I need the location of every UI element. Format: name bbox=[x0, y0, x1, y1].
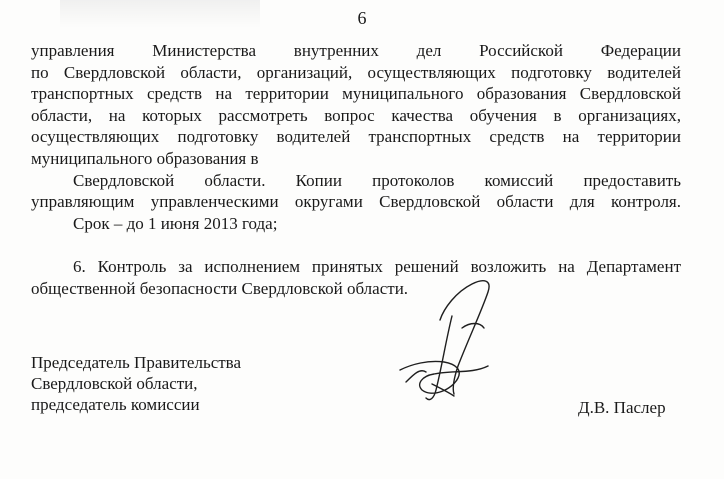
signer-title-line: Председатель Правительства bbox=[31, 353, 242, 372]
body-line: Свердловской области. Копии протоколов комиссий предоставить bbox=[73, 170, 681, 190]
signer-name: Д.В. Паслер bbox=[578, 398, 666, 417]
body-line: 6. Контроль за исполнением принятых решений возложить на Департамент bbox=[73, 257, 681, 277]
signer-title-line: Свердловской области, bbox=[31, 374, 198, 393]
body-line: общественной безопасности Свердловской области. bbox=[31, 278, 409, 298]
body-line: области, на которых рассмотреть вопрос качества обучения в организациях, bbox=[31, 105, 681, 125]
body-line: муниципального образования в bbox=[31, 148, 259, 168]
deadline-line: Срок – до 1 июня 2013 года; bbox=[73, 213, 278, 233]
handwritten-signature bbox=[392, 270, 522, 410]
signer-title-line: председатель комиссии bbox=[31, 395, 200, 414]
body-line: по Свердловской области, организаций, осуществляющих подготовку водителей bbox=[31, 62, 681, 82]
page-number: 6 bbox=[357, 8, 367, 28]
body-line: осуществляющих подготовку водителей транспортных средств на территории bbox=[31, 127, 681, 147]
body-line: управления Министерства внутренних дел Российской Федерации bbox=[31, 41, 681, 60]
signer-title bbox=[31, 352, 241, 415]
body-line: управляющим управленческими округами Свердловской области для контроля. bbox=[31, 192, 681, 212]
document-body bbox=[31, 40, 681, 300]
body-line: транспортных средств на территории муниципального образования Свердловской bbox=[31, 84, 681, 104]
